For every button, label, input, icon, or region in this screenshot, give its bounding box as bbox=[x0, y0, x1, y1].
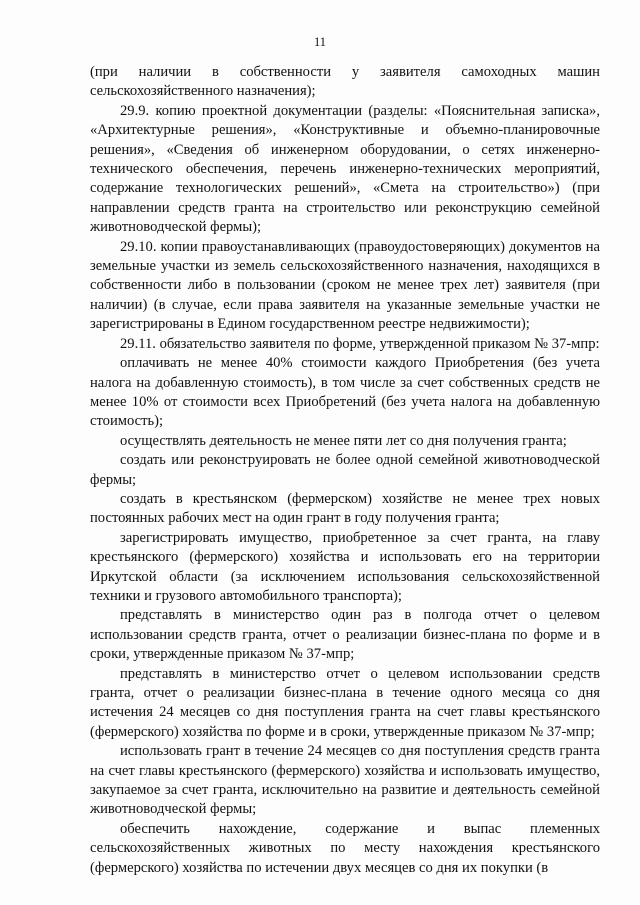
paragraph-29-9: 29.9. копию проектной документации (разделы: «Пояснительная записка», «Архитектурные решения», «Конструктивные и объемно-планировочные решения», «Сведения об инженерном оборудовании, о сетях инженерно-технического обеспечения, перечень инженерно-технических мероприятий, содержание технологических решений», «Смета на строительство») (при направлении средств гранта на строительство или реконструкцию семейной животноводческой фермы); bbox=[90, 102, 600, 236]
obligation-item: представлять в министерство отчет о целевом использовании средств гранта, отчет о реализации бизнес-плана в течение одного месяца со дня истечения 24 месяцев со дня поступления гранта на счет главы крестьянского (фермерского) хозяйства по форме и в сроки, утвержденные приказом № 37-мпр; bbox=[90, 665, 600, 740]
obligation-item: создать или реконструировать не более одной семейной животноводческой фермы; bbox=[90, 452, 600, 488]
obligation-item: обеспечить нахождение, содержание и выпас племенных сельскохозяйственных животных по месту нахождения крестьянского (фермерского) хозяйства по истечении двух месяцев со дня их покупки (в bbox=[90, 820, 600, 876]
obligation-item: представлять в министерство один раз в полгода отчет о целевом использовании средств гранта, отчет о реализации бизнес-плана по форме и в сроки, утвержденные приказом № 37-мпр; bbox=[90, 607, 600, 663]
obligation-item: создать в крестьянском (фермерском) хозяйстве не менее трех новых постоянных рабочих мест на один грант в году получения гранта; bbox=[90, 490, 600, 527]
obligation-item: осуществлять деятельность не менее пяти лет со дня получения гранта; bbox=[120, 432, 567, 449]
paragraph-continuation: (при наличии в собственности у заявителя самоходных машин сельскохозяйственного назначения); bbox=[90, 64, 600, 100]
paragraph-29-10: 29.10. копии правоустанавливающих (правоудостоверяющих) документов на земельные участки из земель сельскохозяйственного назначения, находящихся в собственности либо в пользовании (сроком не менее трех лет) заявителя (при наличии) (в случае, если права заявителя на указанные земельные участки не зарегистрированы в Едином государственном реестре недвижимости); bbox=[90, 238, 600, 333]
document-body bbox=[90, 63, 600, 878]
page-number: 11 bbox=[313, 35, 327, 49]
paragraph-29-11: 29.11. обязательство заявителя по форме, утвержденной приказом № 37-мпр: bbox=[120, 335, 600, 352]
obligation-item: зарегистрировать имущество, приобретенное за счет гранта, на главу крестьянского (фермерского) хозяйства и использовать его на территории Иркутской области (за исключением использования сельскохозяйственной техники и грузового автомобильного транспорта); bbox=[90, 529, 600, 604]
obligation-item: оплачивать не менее 40% стоимости каждого Приобретения (без учета налога на добавленную стоимость), в том числе за счет собственных средств не менее 10% от стоимости всех Приобретений (без учета налога на добавленную стоимость); bbox=[90, 355, 600, 430]
obligation-item: использовать грант в течение 24 месяцев со дня поступления средств гранта на счет главы крестьянского (фермерского) хозяйства и использовать имущество, закупаемое за счет гранта, исключительно на развитие и деятельность семейной животноводческой фермы; bbox=[90, 743, 600, 818]
